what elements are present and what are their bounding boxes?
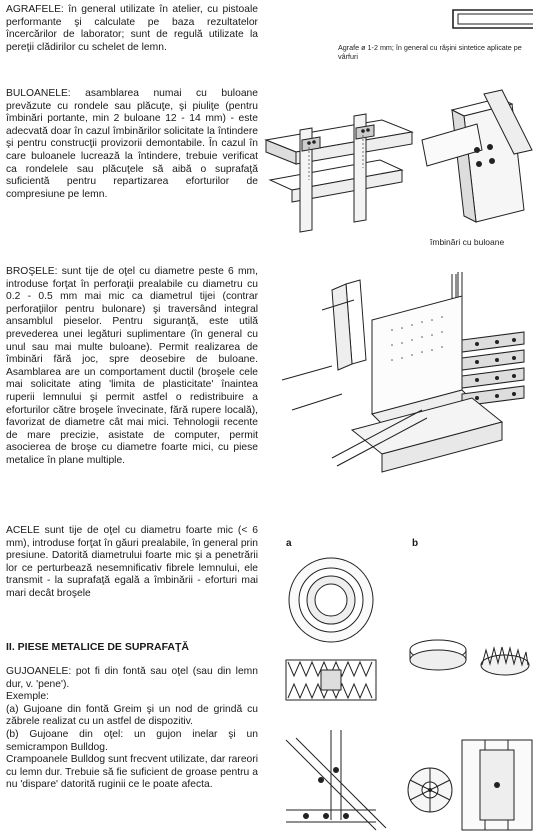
staple-figure [450,6,535,38]
paragraph-brosele: BROŞELE: sunt tije de oţel cu diametre peste 6 mm, introduse forţat în perforaţii prealabile cu diametru cu 0.2 - 0.5 mm mai mic ca diametrul tijei (contrar perforaţiilor pentru bulonare) şi traversând integral ansamblul pieselor. Pentru siguranţă, este utilă prevederea unei legături suplimentare (în general cu unul sau mai multe buloane). Permit realizarea de îmbinări fără joc, spre deosebire de buloane. Asamblarea are un comportament ductil (broşele cele mai solicitate ating 'limita de plasticitate' înaintea ruperii lemnului şi permit astfel o redistribuire a eforturilor către broşele învecinate, fără rupere locală), favorizat de diametre cât mai mici. Tehnologii recente de mare precizie, asistate de computer, permit asocierea de broşe cu diametre foarte mici, cu piese metalice în plane multiple. [6,266,258,466]
figure-label-a: a [286,538,292,549]
paragraph-acele: ACELE sunt tije de oţel cu diametru foarte mic (< 6 mm), introduse forţat în găuri prealabile, în general prin presiune. Datorită diametrului foarte mic şi a penetrării lor ce perturbează nesemnificativ fibrele lemnului, ele transmit - la suprafaţă egală a îmbinării - eforturi mai mari decât broşele [6,525,258,599]
bolted-joints-figure [262,80,542,240]
staple-caption: Agrafe ø 1-2 mm; în general cu răşini sintetice aplicate pe vârfuri [338,43,522,61]
paragraph-buloane: BULOANELE: asamblarea numai cu buloane prevăzute cu rondele sau plăcuţe, şi piuliţe (pentru îmbinări portante, min 2 buloane 12 - 14 mm) - este adecvată doar în cazul îmbinărilor solicitate la întindere şi pentru construcţii provizorii demontabile. În cazul în care buloanele lucrează la întindere, trebuie verificat ca rondelele sau plăcuţele să aibă o suprafaţă suficientă pentru repartizarea eforturilor de compresiune pe lemn. [6,88,258,200]
bolted-caption: îmbinări cu buloane [430,237,505,247]
section-heading: II. PIESE METALICE DE SUPRAFAŢĂ [6,641,189,653]
ring-bulldog-figure [400,550,540,835]
paragraph-agrafe: AGRAFELE: în general utilizate în atelier, cu pistoale performante şi calculate pe baza rezultatelor încercărilor de laborator; sunt de regulă utilizate la pereţii clădirilor cu schelet de lemn. [6,4,258,53]
greim-connector-figure [276,550,388,835]
dowel-joint-figure [262,270,542,480]
paragraph-gujoane: GUJOANELE: pot fi din fontă sau oţel (sau din lemn dur, v. 'pene'). Exemple: (a) Gujoane din fontă Greim şi un nod de grindă cu zăbrele realizat cu un astfel de dispozitiv. (b) Gujoane din oţel: un gujon inelar şi un semicrampon Bulldog. Crampoanele Bulldog sunt frecvent utilizate, dar rareori cu lemn dur. Trebuie să fie suficient de groase pentru a nu 'dispare' datorită ruginii ce le poate afecta. [6,666,258,791]
figure-label-b: b [412,538,419,549]
